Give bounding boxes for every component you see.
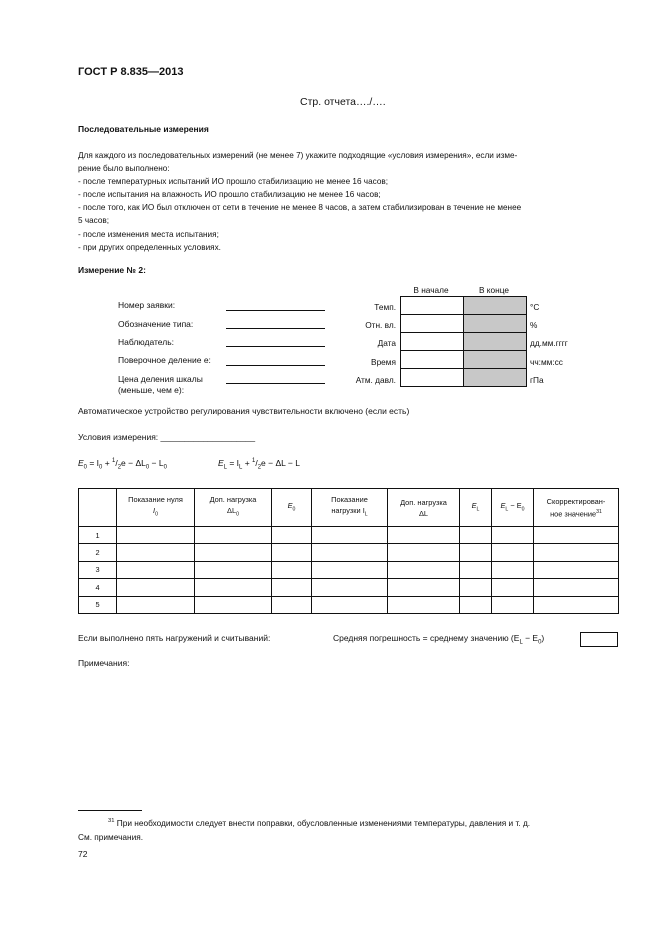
cond-header-start: В начале — [413, 285, 449, 295]
table-cell[interactable] — [388, 561, 460, 578]
cond-start-cell[interactable] — [401, 315, 464, 333]
field-label: Номер заявки: — [118, 300, 176, 310]
table-cell[interactable] — [117, 561, 195, 578]
cond-end-cell — [464, 333, 527, 351]
conditions-grid — [400, 296, 527, 387]
table-cell[interactable] — [117, 596, 195, 613]
table-cell[interactable] — [460, 561, 492, 578]
page-number: 72 — [78, 849, 88, 859]
col-extra-load-0: Доп. нагрузка $\Delta L_0$ — [195, 489, 272, 527]
cond-unit: % — [530, 320, 538, 330]
table-cell[interactable] — [272, 561, 312, 578]
cond-start-cell[interactable] — [401, 333, 464, 351]
mean-error-box[interactable] — [580, 632, 618, 647]
cond-start-cell[interactable] — [401, 351, 464, 369]
cond-unit: чч:мм:сс — [530, 357, 563, 367]
table-cell[interactable] — [460, 544, 492, 561]
col-el-minus-e0: $E_L - E_0$ — [492, 489, 534, 527]
table-cell[interactable] — [460, 596, 492, 613]
cond-label: Темп. — [374, 302, 396, 312]
intro-line: рение было выполнено: — [78, 164, 170, 174]
intro-line: - после того, как ИО был отключен от сети в течение не менее 8 часов, а затем стабилизирован в течение не менее — [78, 203, 522, 213]
section-title: Последовательные измерения — [78, 124, 209, 134]
summary-left: Если выполнено пять нагружений и считываний: — [78, 633, 271, 643]
field-label: Цена деления шкалы — [118, 374, 203, 384]
table-cell[interactable] — [492, 596, 534, 613]
table-cell[interactable] — [117, 527, 195, 544]
table-cell[interactable] — [195, 579, 272, 596]
table-cell[interactable] — [195, 561, 272, 578]
table-cell[interactable] — [492, 561, 534, 578]
formula-el: $E_L = I_L + ^1/_2e - \Delta L - L$ — [218, 458, 300, 471]
footnote-text-2: См. примечания. — [78, 831, 144, 842]
cond-unit: дд.мм.гггг — [530, 338, 568, 348]
cond-start-cell[interactable] — [401, 297, 464, 315]
table-row — [79, 596, 619, 613]
cond-label: Отн. вл. — [365, 320, 396, 330]
col-el: $E_L$ — [460, 489, 492, 527]
row-index: 2 — [79, 544, 117, 561]
table-cell[interactable] — [272, 544, 312, 561]
table-cell[interactable] — [312, 527, 388, 544]
footnote — [78, 814, 618, 844]
footnote-divider — [78, 810, 142, 811]
page-ref: Стр. отчета…./…. — [300, 96, 386, 108]
cond-unit: °C — [530, 302, 540, 312]
field-label: (меньше, чем e): — [118, 385, 185, 395]
col-e0: $E_0$ — [272, 489, 312, 527]
cond-end-cell — [464, 369, 527, 387]
table-cell[interactable] — [388, 579, 460, 596]
intro-line: - после температурных испытаний ИО прошло стабилизацию не менее 16 часов; — [78, 177, 388, 187]
measurement-table — [78, 488, 619, 614]
table-cell[interactable] — [492, 579, 534, 596]
intro-line: - после изменения места испытания; — [78, 229, 219, 239]
table-row — [79, 561, 619, 578]
auto-sensitivity-text: Автоматическое устройство регулирования чувствительности включено (если есть) — [78, 406, 410, 416]
col-load-reading: Показание нагрузки $I_L$ — [312, 489, 388, 527]
measurement-conditions: Условия измерения: ____________________ — [78, 432, 256, 442]
table-cell[interactable] — [195, 544, 272, 561]
cond-header-end: В конце — [478, 285, 510, 295]
table-row — [79, 544, 619, 561]
table-cell[interactable] — [272, 579, 312, 596]
col-extra-load-l: Доп. нагрузка ΔL — [388, 489, 460, 527]
table-cell[interactable] — [492, 544, 534, 561]
col-zero-reading: Показание нуля $I_0$ — [117, 489, 195, 527]
row-index: 5 — [79, 596, 117, 613]
table-cell[interactable] — [312, 579, 388, 596]
col-index-header — [79, 489, 117, 527]
table-cell[interactable] — [195, 527, 272, 544]
field-label: Поверочное деление e: — [118, 355, 211, 365]
cond-end-cell — [464, 351, 527, 369]
row-index: 4 — [79, 579, 117, 596]
intro-line: - при других определенных условиях. — [78, 242, 221, 252]
footnote-mark: 31 — [108, 818, 115, 824]
measurement-title: Измерение № 2: — [78, 265, 146, 275]
table-cell[interactable] — [117, 579, 195, 596]
table-cell[interactable] — [388, 544, 460, 561]
table-cell[interactable] — [492, 527, 534, 544]
intro-text — [78, 149, 618, 254]
field-label: Обозначение типа: — [118, 319, 194, 329]
field-label: Наблюдатель: — [118, 337, 174, 347]
formula-e0: $E_0 = I_0 + ^1/_2e - \Delta L_0 - L_0$ — [78, 458, 167, 471]
row-index: 1 — [79, 527, 117, 544]
row-index: 3 — [79, 561, 117, 578]
table-cell[interactable] — [117, 544, 195, 561]
table-cell[interactable] — [272, 596, 312, 613]
col-corrected-value: Скорректирован- ное значение$^{31}$ — [534, 489, 619, 527]
cond-label: Время — [371, 357, 396, 367]
table-cell[interactable] — [534, 544, 619, 561]
table-cell[interactable] — [534, 596, 619, 613]
table-cell[interactable] — [312, 544, 388, 561]
standard-title: ГОСТ Р 8.835—2013 — [78, 66, 184, 78]
cond-end-cell — [464, 315, 527, 333]
intro-line: - после испытания на влажность ИО прошло стабилизацию не менее 16 часов; — [78, 190, 381, 200]
table-cell[interactable] — [388, 527, 460, 544]
table-cell[interactable] — [195, 596, 272, 613]
notes-label: Примечания: — [78, 658, 130, 668]
intro-line: 5 часов; — [78, 216, 110, 226]
intro-line: Для каждого из последовательных измерений (не менее 7) укажите подходящие «условия измерения», если изме- — [78, 151, 518, 160]
table-cell[interactable] — [388, 596, 460, 613]
table-cell[interactable] — [312, 596, 388, 613]
cond-end-cell — [464, 297, 527, 315]
cond-start-cell[interactable] — [401, 369, 464, 387]
table-cell[interactable] — [534, 561, 619, 578]
table-row — [79, 579, 619, 596]
summary-right: Средняя погрешность = среднему значению $(E_L - E_0)$ — [333, 633, 545, 646]
footnote-text: При необходимости следует внести поправки, обусловленные изменениями температуры, давления и т. д. — [114, 817, 531, 828]
table-cell[interactable] — [460, 527, 492, 544]
table-cell[interactable] — [534, 527, 619, 544]
cond-label: Дата — [377, 338, 396, 348]
table-cell[interactable] — [460, 579, 492, 596]
cond-label: Атм. давл. — [355, 375, 396, 385]
cond-unit: гПа — [530, 375, 544, 385]
table-cell[interactable] — [534, 579, 619, 596]
table-cell[interactable] — [272, 527, 312, 544]
table-cell[interactable] — [312, 561, 388, 578]
table-row — [79, 527, 619, 544]
